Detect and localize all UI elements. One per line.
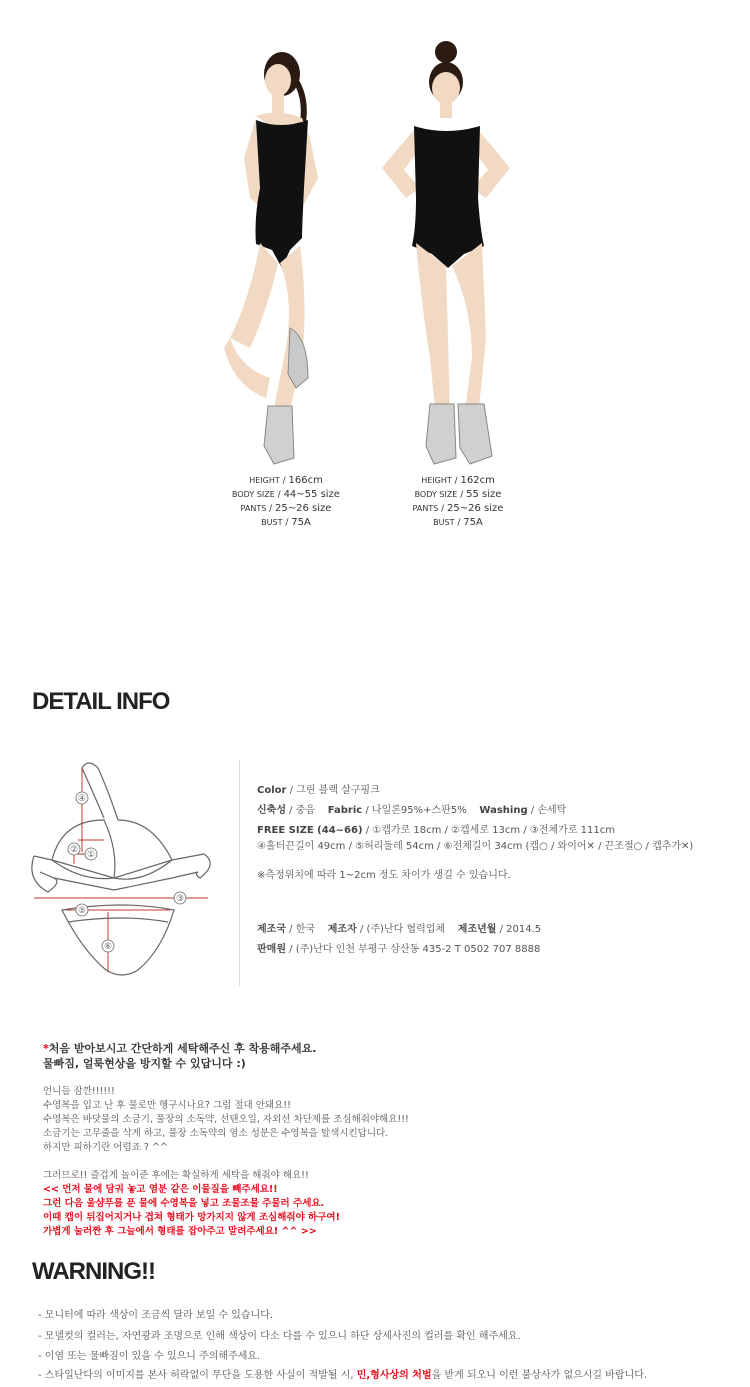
height-label: HEIGHT <box>421 476 452 485</box>
diagram-label-1: ① <box>86 850 96 860</box>
detail-divider <box>239 760 240 987</box>
height-value: 166cm <box>288 475 323 486</box>
spec-seller-row <box>257 940 540 955</box>
fabric-label: Fabric <box>327 805 363 816</box>
warning-line-1: - 모니터에 따라 색상이 조금씩 달라 보일 수 있습니다. <box>38 1310 274 1321</box>
color-value: / 그린 블랙 살구핑크 <box>286 785 380 796</box>
stretch-label: 신축성 <box>257 805 286 816</box>
notice-line-3: 수영복은 바닷물의 소금기, 풀장의 소독약, 선탠오일, 자외선 차단제를 조심해줘야해요!!! <box>43 1114 409 1125</box>
measurement-diagram <box>22 760 222 989</box>
notice-line-1: 언니들 잠깐!!!!!! <box>43 1086 115 1097</box>
diagram-label-4: ④ <box>77 794 87 804</box>
fabric-value: / 나일론95%+스판5% <box>362 805 467 816</box>
pants-value: 25~26 size <box>447 503 504 514</box>
warning-line-4 <box>38 1366 647 1381</box>
body-size-value: 55 size <box>466 489 502 500</box>
pants-label: PANTS <box>412 504 439 513</box>
pants-label: PANTS <box>240 504 267 513</box>
warning-title: WARNING!! <box>32 1258 155 1285</box>
size-line-2: ④홀터끈길이 49cm / ⑤허리둘레 54cm / ⑥전체길이 34cm (캡○ / 와이어✕ / 끈조절○ / 캡추가✕) <box>257 841 694 852</box>
seller-value: / (주)난다 인천 부평구 삼산동 435-2 T 0502 707 8888 <box>285 944 541 955</box>
maker-value: / (주)난다 협력업체 <box>356 924 446 935</box>
warning-line-4-a: - 스타일난다의 이미지를 본사 허락없이 무단을 도용한 사실이 적발될 시, <box>38 1370 357 1381</box>
notice-line-5: 하지만 피하기란 어렵죠 ? ^^ <box>43 1142 168 1153</box>
bust-label: BUST <box>433 518 455 527</box>
body-size-value: 44~55 size <box>283 489 340 500</box>
warning-highlight: 민,형사상의 처벌 <box>356 1370 432 1381</box>
warning-line-2: - 모델컷의 컬러는, 자연광과 조명으로 인해 색상이 다소 다를 수 있으니 하단 상세사진의 컬러를 확인 해주세요. <box>38 1331 521 1342</box>
size-label: FREE SIZE (44~66) <box>257 825 363 836</box>
origin-label: 제조국 <box>257 924 286 935</box>
model-stats-left: HEIGHT / 166cm BODY SIZE / 44~55 size PANTS / 25~26 size BUST / 75A <box>232 475 340 528</box>
spec-size <box>257 821 615 836</box>
stretch-value: / 중음 <box>285 805 316 816</box>
color-label: Color <box>257 785 287 796</box>
height-value: 162cm <box>460 475 495 486</box>
bust-value: 75A <box>463 517 483 528</box>
size-line-1: / ①캡가로 18cm / ②캡세로 13cm / ③전체가로 111cm <box>362 825 615 836</box>
notice-red-1: << 먼저 물에 담궈 놓고 염분 같은 이물질을 빼주세요!! <box>43 1184 278 1195</box>
notice-red-4: 가볍게 눌러짠 후 그늘에서 형태를 잡아주고 말려주세요! ^^ >> <box>43 1226 317 1237</box>
height-label: HEIGHT <box>249 476 280 485</box>
notice-line-2: 수영복을 입고 난 후 물로만 헹구시나요? 그럼 절대 안돼요!! <box>43 1100 291 1111</box>
pants-value: 25~26 size <box>275 503 332 514</box>
seller-label: 판매원 <box>257 944 286 955</box>
body-size-label: BODY SIZE <box>414 490 458 499</box>
year-label: 제조년월 <box>457 924 497 935</box>
notice-line-6: 그러므로!! 즐겁게 놀이준 후에는 확실하게 세탁을 해줘야 해요!! <box>43 1170 309 1181</box>
model-photo-left <box>190 38 350 468</box>
notice-head-1 <box>43 1040 317 1056</box>
body-size-label: BODY SIZE <box>232 490 275 499</box>
washing-label: Washing <box>479 805 528 816</box>
diagram-label-3: ③ <box>175 894 185 904</box>
warning-line-3: - 이염 또는 물빠짐이 있을 수 있으니 주의해주세요. <box>38 1351 261 1362</box>
washing-value: / 손세탁 <box>527 805 567 816</box>
model-stats-right: HEIGHT / 162cm BODY SIZE / 55 size PANTS / 25~26 size BUST / 75A <box>412 475 504 528</box>
bust-value: 75A <box>291 517 311 528</box>
notice-line-4: 소금기는 고무줄을 삭게 하고, 풀장 소독약의 염소 성분은 수영복을 탈색시킨답니다. <box>43 1128 389 1139</box>
year-value: / 2014.5 <box>496 924 542 935</box>
notice-red-3: 이때 캡이 뒤집어지거나 겹쳐 형태가 망가지지 않게 조심해줘야 하구여! <box>43 1212 340 1223</box>
spec-origin-row <box>257 920 541 935</box>
diagram-label-5: ⑤ <box>77 906 87 916</box>
model-photo-right <box>360 38 520 468</box>
spec-note <box>257 866 511 881</box>
origin-value: / 한국 <box>285 924 316 935</box>
diagram-label-2: ② <box>69 845 79 855</box>
notice-head-2: 물빠짐, 얼룩현상을 방지할 수 있답니다 :) <box>43 1057 246 1070</box>
spec-color <box>257 781 380 796</box>
maker-label: 제조자 <box>327 924 357 935</box>
warning-line-4-c: 을 받게 되오니 이런 불상사가 없으시길 바랍니다. <box>431 1370 648 1381</box>
diagram-label-6: ⑥ <box>103 942 113 952</box>
detail-info-title: DETAIL INFO <box>32 688 170 715</box>
bust-label: BUST <box>261 518 283 527</box>
spec-size-2 <box>257 837 693 852</box>
spec-fabric-row <box>257 801 566 816</box>
notice-red-2: 그런 다음 울샴푸를 푼 물에 수영복을 넣고 조물조물 주물러 주세요. <box>43 1198 325 1209</box>
notice-star: * <box>43 1042 49 1055</box>
measurement-note: ※측정위치에 따라 1~2cm 정도 차이가 생길 수 있습니다. <box>257 870 511 881</box>
notice-head-1-text: 처음 받아보시고 간단하게 세탁해주신 후 착용해주세요. <box>48 1042 317 1055</box>
